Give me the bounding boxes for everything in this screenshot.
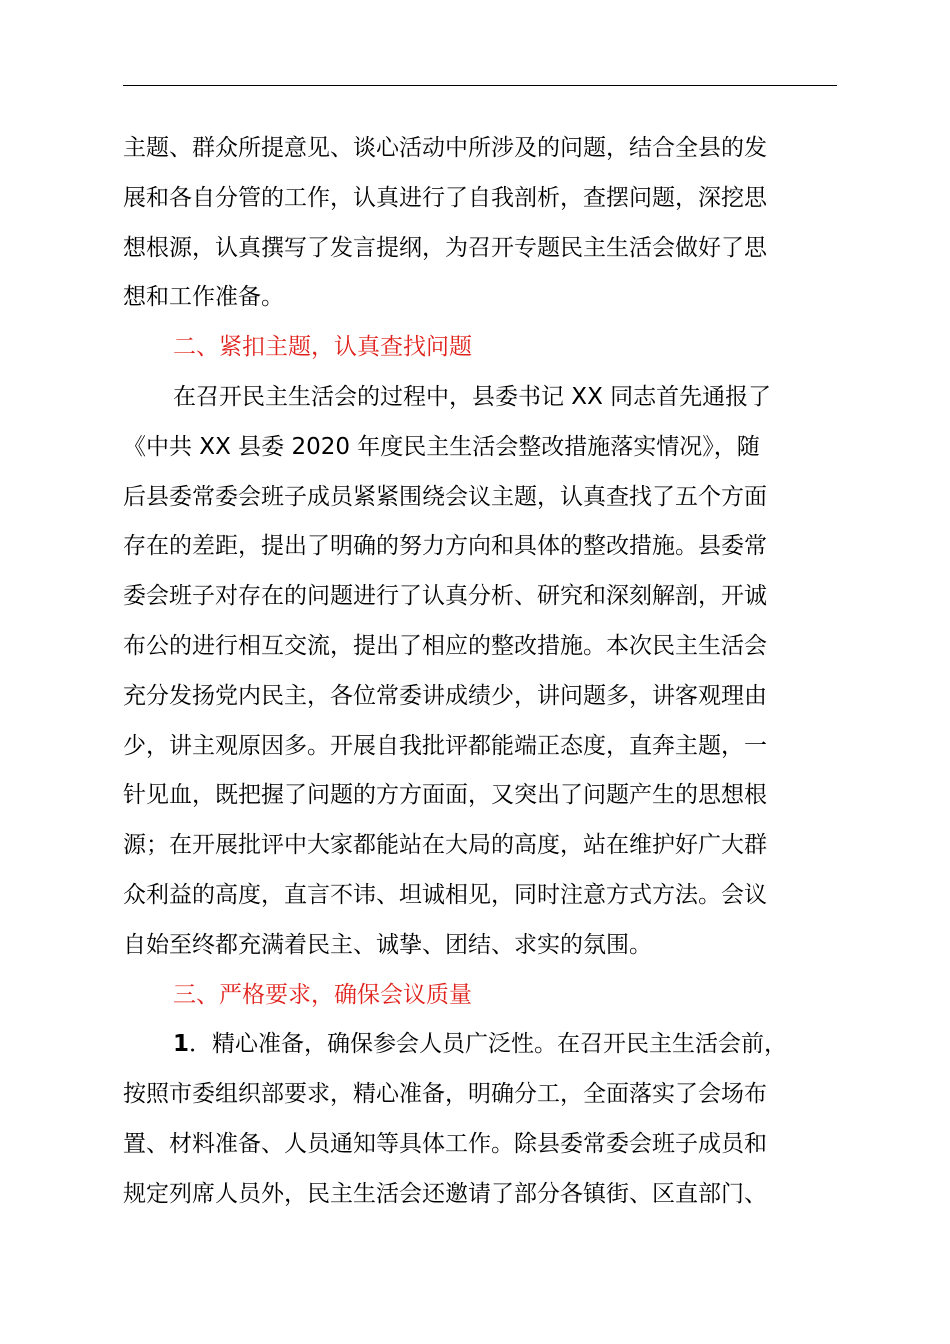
paragraph-line: 众利益的高度，直言不讳、坦诚相见，同时注意方式方法。会议 — [123, 881, 767, 908]
paragraph-line: 存在的差距，提出了明确的努力方向和具体的整改措施。县委常 — [123, 533, 767, 560]
paragraph-line: 想根源，认真撰写了发言提纲，为召开专题民主生活会做好了思 — [123, 234, 767, 261]
section-heading-3: 三、严格要求，确保会议质量 — [173, 981, 472, 1008]
list-item-text: ．精心准备，确保参会人员广泛性。在召开民主生活会前， — [189, 1031, 788, 1058]
paragraph-line: 充分发扬党内民主，各位常委讲成绩少，讲问题多，讲客观理由 — [123, 682, 767, 709]
paragraph-line: 少，讲主观原因多。开展自我批评都能端正态度，直奔主题，一 — [123, 732, 767, 759]
paragraph-line: 布公的进行相互交流，提出了相应的整改措施。本次民主生活会 — [123, 632, 767, 659]
paragraph-line: 《中共 XX 县委 2020 年度民主生活会整改措施落实情况》，随 — [123, 433, 760, 460]
paragraph-line: 后县委常委会班子成员紧紧围绕会议主题，认真查找了五个方面 — [123, 483, 767, 510]
paragraph-line: 针见血，既把握了问题的方方面面，又突出了问题产生的思想根 — [123, 782, 767, 809]
paragraph-line: 委会班子对存在的问题进行了认真分析、研究和深刻解剖，开诚 — [123, 583, 767, 610]
paragraph-line: 主题、群众所提意见、谈心活动中所涉及的问题，结合全县的发 — [123, 135, 767, 161]
paragraph-line: 展和各自分管的工作，认真进行了自我剖析，查摆问题，深挖思 — [123, 184, 767, 211]
paragraph-line: 在召开民主生活会的过程中，县委书记 XX 同志首先通报了 — [173, 383, 772, 410]
paragraph-line: 按照市委组织部要求，精心准备，明确分工，全面落实了会场布 — [123, 1081, 767, 1108]
paragraph-line: 规定列席人员外，民主生活会还邀请了部分各镇街、区直部门、 — [123, 1180, 767, 1207]
paragraph-line: 想和工作准备。 — [123, 284, 284, 311]
paragraph-line: 源；在开展批评中大家都能站在大局的高度，站在维护好广大群 — [123, 832, 767, 859]
header-rule — [123, 85, 837, 86]
paragraph-line: 置、材料准备、人员通知等具体工作。除县委常委会班子成员和 — [123, 1130, 767, 1157]
list-item-1 — [123, 1020, 837, 1070]
section-heading-2: 二、紧扣主题，认真查找问题 — [173, 334, 472, 361]
paragraph-line: 自始至终都充满着民主、诚挚、团结、求实的氛围。 — [123, 931, 652, 958]
document-body — [123, 124, 837, 1220]
list-item-number: 1 — [173, 1031, 190, 1058]
